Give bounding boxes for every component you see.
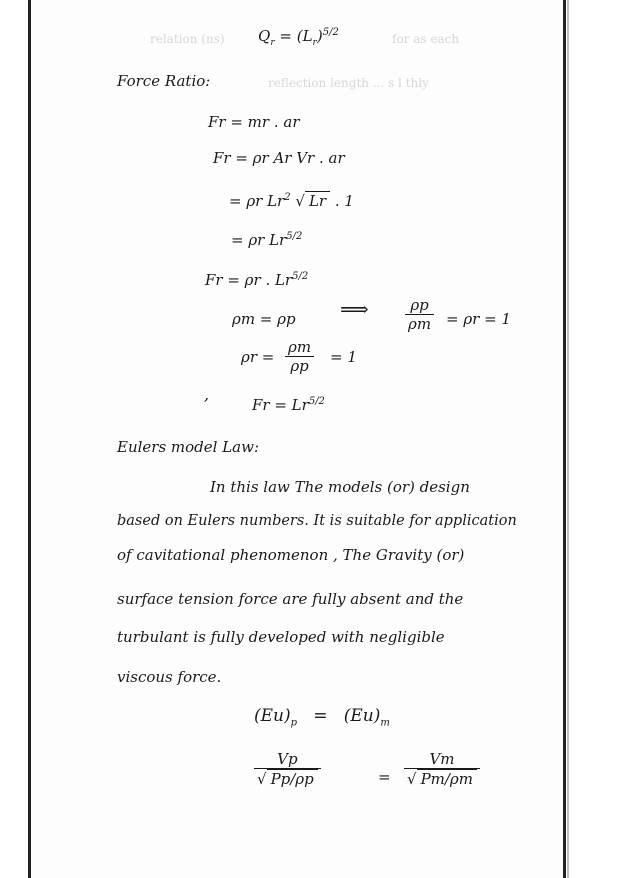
velocity-ratio-left: $\frac{Vp}{√ Pp/\rho p}$ (254, 750, 321, 788)
bleed-through-equation: $Q_r = (L_r)^{5/2}$ (258, 27, 339, 48)
paragraph-line-2: based on Eulers numbers. It is suitable for application (117, 513, 517, 529)
faint-top-text: relation (ns) (150, 32, 225, 46)
equation-step4: = ρr $Lr^{5/2}$ (231, 231, 303, 249)
velocity-ratio-equals: = (378, 768, 391, 786)
page-edge-shadow (567, 0, 569, 878)
eulers-heading: Eulers model Law: (117, 438, 260, 456)
euler-number-equality: $(Eu)_p$ = $(Eu)_m$ (254, 706, 390, 729)
force-ratio-heading: Force Ratio: (117, 72, 211, 90)
equation-density-ratio-fraction: $\frac{\rho m}{\rho p}$ (285, 338, 314, 375)
implies-arrow: ⟹ (340, 297, 369, 321)
density-ratio-fraction: $\frac{\rho p}{\rho m}$ (405, 296, 434, 333)
equation-density-ratio-rhs: = 1 (330, 348, 357, 366)
faint-top-right: for as each (392, 32, 460, 46)
paragraph-line-6: viscous force. (117, 668, 222, 686)
equation-density-equal: ρm = ρp (232, 310, 296, 328)
page-edge-right (563, 0, 566, 878)
faint-heading-right: reflection length ... s l thly (268, 76, 429, 90)
paragraph-line-3: of cavitational phenomenon , The Gravity (or) (117, 546, 465, 564)
comma-mark: , (204, 385, 210, 404)
notebook-page (31, 0, 563, 878)
equation-force-mass: Fr = mr . ar (208, 113, 300, 131)
paragraph-line-4: surface tension force are fully absent and the (117, 590, 464, 608)
velocity-ratio-right: $\frac{Vm}{√ Pm/\rho m}$ (404, 750, 480, 788)
equation-force-density: Fr = ρr Ar Vr . ar (213, 149, 345, 167)
paragraph-line-1: In this law The models (or) design (210, 478, 470, 496)
paragraph-line-5: turbulant is fully developed with negligible (117, 628, 445, 646)
equation-density-ratio-lhs: ρr = (241, 348, 275, 366)
equation-step3: = ρr Lr$^2$ √ Lr . 1 (229, 192, 354, 210)
equation-force-ratio: Fr = ρr . $Lr^{5/2}$ (205, 271, 309, 289)
density-ratio-result: = ρr = 1 (446, 310, 511, 328)
equation-final-force-ratio: $Fr = Lr^{5/2}$ (252, 396, 325, 414)
